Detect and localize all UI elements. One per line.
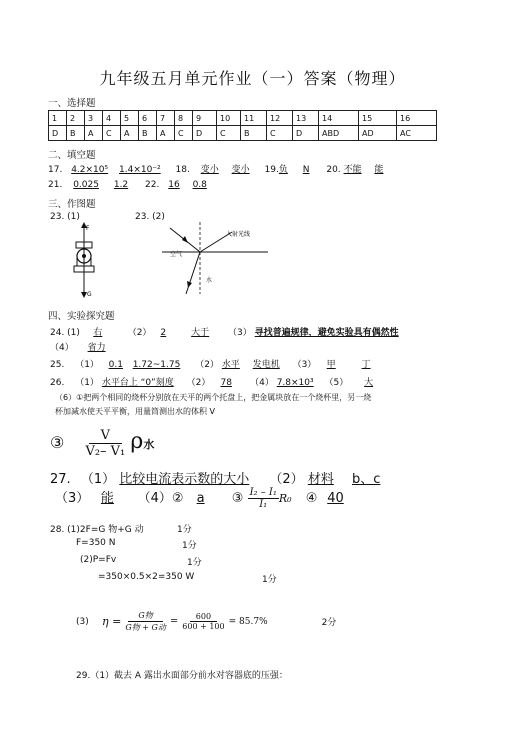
table-cell-answer: ABD [319, 126, 359, 141]
section-fill-heading: 二、填空题 [48, 150, 96, 161]
q29-line: 29.（1）截去 A 露出水面部分前水对容器底的压强： [76, 671, 288, 681]
q27-line-2 [55, 487, 350, 510]
q26-6-line-2: 杯加减水使天平平衡，用量筒测出水的体积 V [55, 407, 216, 416]
q18-label: 18. [175, 165, 190, 175]
table-cell-number: 9 [193, 111, 217, 126]
q24-answer-3: 寻找普遍规律，避免实验具有偶然性 [254, 328, 399, 338]
q24-answer-1: 右 [93, 328, 103, 338]
table-cell-answer: B [241, 126, 267, 141]
q26-answer-2: 78 [220, 378, 232, 388]
q24-answer-4: 省力 [87, 343, 106, 353]
q28-result: = 85.7% [228, 616, 268, 627]
q28-step-3-score: 1分 [187, 558, 202, 568]
q28-step-3: (2)P=Fv [80, 555, 117, 565]
table-cell-number: 11 [241, 111, 267, 126]
table-cell-answer: C [267, 126, 293, 141]
q26-label: 26. [50, 378, 65, 388]
q26-answer-5: 大 [364, 378, 374, 388]
q20-answer-b: 能 [374, 165, 384, 175]
q23-2-label: 23. (2) [135, 212, 165, 222]
table-row-answers [49, 126, 437, 141]
q28-fraction-2-numerator: 600 [190, 612, 217, 622]
q21-answer-a: 0.025 [73, 180, 99, 190]
q22-answer-a: 16 [168, 180, 180, 190]
q20-answer-a: 不能 [343, 165, 362, 175]
q27-answer-1: 比较电流表示数的大小 [119, 472, 250, 487]
q28-step-1-score: 1分 [177, 525, 192, 535]
q25-answer-3a: 甲 [326, 360, 336, 370]
q26-answer-1: 水平台上 “0”刻度 [101, 378, 174, 388]
q26-circle-3: ③ [50, 433, 65, 452]
fill-line-21-22 [48, 180, 207, 190]
q25-answer-2a: 水平 [221, 360, 240, 370]
q28-equals: = [169, 616, 179, 627]
q28-step-2-score: 1分 [182, 541, 197, 551]
q26-1-label: （1） [75, 378, 99, 388]
q26-6-line-1: （6）①把两个相同的烧杯分别放在天平的两个托盘上，把金属块放在一个烧杯里，另一烧 [55, 393, 372, 402]
q22-answer-b: 0.8 [192, 180, 207, 190]
q24-line-2 [50, 340, 117, 353]
q17-answer-b: 1.4×10⁻² [119, 165, 161, 175]
q28-step-4-score: 1分 [262, 575, 277, 585]
q25-line [50, 357, 378, 370]
q26-2-label: （2） [186, 378, 211, 388]
table-cell-number: 5 [121, 111, 139, 126]
table-cell-number: 16 [397, 111, 437, 126]
table-cell-number: 15 [359, 111, 397, 126]
section-choice-heading: 一、选择题 [48, 98, 96, 109]
section-drawing-heading: 三、作图题 [48, 199, 96, 210]
q25-answer-3b: 丁 [361, 360, 371, 370]
table-cell-number: 14 [319, 111, 359, 126]
table-cell-answer: AC [397, 126, 437, 141]
q27-r0: R₀ [278, 492, 292, 505]
q27-circle-4: ④ [305, 491, 318, 506]
force-f-label: F [86, 225, 90, 232]
q24-answer-2a: 2 [160, 328, 167, 338]
q26-fraction [85, 428, 125, 459]
table-cell-answer: D [49, 126, 67, 141]
table-cell-number: 13 [293, 111, 319, 126]
page-title: 九年级五月单元作业（一）答案（物理） [99, 69, 406, 88]
q28-3-label: (3) [76, 616, 89, 627]
table-cell-number: 6 [139, 111, 157, 126]
q27-label: 27. [50, 472, 71, 487]
q24-answer-2b: 大于 [191, 328, 210, 338]
q23-1-label: 23. (1) [50, 212, 80, 222]
q27-answer-2a: 材料 [307, 472, 334, 487]
table-cell-answer: AD [359, 126, 397, 141]
air-label: 空气 [170, 251, 183, 258]
q20-label: 20. [326, 165, 341, 175]
table-cell-answer: C [175, 126, 193, 141]
q19-answer-a: 负 [278, 165, 288, 175]
q26-4-label: （4） [250, 378, 274, 388]
q26-rho: ρ [130, 429, 144, 454]
q28-fraction-1 [125, 610, 166, 633]
table-cell-answer: C [217, 126, 241, 141]
q27-line-1 [50, 468, 380, 487]
q28-eta: η = [102, 615, 122, 628]
q27-2-label: （2） [269, 472, 304, 487]
incident-ray-label: 入射光线 [226, 231, 251, 238]
q27-fraction-numerator: I₂ – I₁ [249, 487, 277, 498]
table-cell-answer: B [67, 126, 85, 141]
section-experiment-heading: 四、实验探究题 [48, 311, 115, 322]
q26-fraction-denominator: V₂– V₁ [85, 444, 126, 459]
q24-3-label: （3） [228, 328, 252, 338]
q25-3-label: （3） [292, 360, 317, 370]
q17-label: 17. [48, 165, 63, 175]
q27-circle-3: ③ [231, 491, 244, 506]
q26-answer-4: 7.8×10³ [276, 378, 314, 388]
q17-answer-a: 4.2×10⁵ [71, 165, 109, 175]
q25-answer-2b: 发电机 [252, 360, 280, 370]
q28-step-2: F=350 N [76, 538, 116, 548]
q27-3-label: （3） [55, 491, 90, 506]
q27-fraction-denominator: I₁ [259, 499, 268, 510]
water-label: 水 [206, 277, 213, 284]
table-cell-answer: C [103, 126, 121, 141]
q26-rho-sub: 水 [143, 438, 155, 451]
table-cell-answer: A [85, 126, 103, 141]
choice-answer-table [48, 110, 437, 141]
q27-answer-2b: b、c [351, 472, 381, 487]
q25-label: 25. [50, 360, 65, 370]
q19-answer-b: N [302, 165, 310, 175]
q24-2-label: （2） [127, 328, 152, 338]
table-cell-number: 1 [49, 111, 67, 126]
table-cell-number: 7 [157, 111, 175, 126]
refraction-diagram [160, 222, 270, 302]
q26-5-label: （5） [324, 378, 349, 388]
q27-answer-3: 能 [100, 491, 114, 506]
q24-4-label: （4） [50, 343, 74, 353]
q26-fraction-numerator: V [89, 428, 122, 444]
q18-answer-a: 变小 [200, 165, 219, 175]
q27-answer-4b: 40 [327, 491, 344, 506]
q22-label: 22. [145, 180, 160, 190]
pulley-force-diagram [60, 220, 110, 300]
q25-answer-1b: 1.72~1.75 [132, 360, 181, 370]
q28-fraction-1-denominator: G物 + G动 [125, 623, 166, 632]
q28-fraction-2-denominator: 600 + 100 [182, 622, 225, 631]
table-cell-answer: A [121, 126, 139, 141]
table-cell-number: 12 [267, 111, 293, 126]
q21-answer-b: 1.2 [113, 180, 129, 190]
table-cell-answer: D [193, 126, 217, 141]
table-cell-number: 8 [175, 111, 193, 126]
table-cell-number: 3 [85, 111, 103, 126]
q28-step-1: 28. (1)2F=G 物+G 动 [50, 525, 144, 535]
q25-1-label: （1） [75, 360, 99, 370]
table-cell-number: 2 [67, 111, 85, 126]
q18-answer-b: 变小 [231, 165, 250, 175]
q27-4-label: （4）② [137, 491, 184, 506]
q27-1-label: （1） [80, 472, 116, 487]
q28-5-score: 2分 [321, 618, 337, 628]
q25-answer-1a: 0.1 [108, 360, 123, 370]
q21-label: 21. [48, 180, 63, 190]
q19-label: 19. [264, 165, 279, 175]
force-g-label: G [87, 291, 92, 298]
q27-fraction [248, 487, 279, 510]
q28-fraction-2 [182, 612, 224, 631]
table-cell-answer: B [139, 126, 157, 141]
q28-step-4: =350×0.5×2=350 W [98, 572, 195, 582]
table-cell-answer: A [157, 126, 175, 141]
q24-label: 24. (1) [50, 328, 80, 338]
q25-2-label: （2） [195, 360, 219, 370]
table-cell-answer: D [293, 126, 319, 141]
q28-efficiency-line [76, 610, 336, 633]
q28-fraction-1-numerator: G物 [128, 610, 162, 622]
q26-line [50, 375, 373, 388]
fill-line-17-20 [48, 162, 383, 175]
q26-formula [50, 428, 154, 459]
table-cell-number: 10 [217, 111, 241, 126]
table-cell-number: 4 [103, 111, 121, 126]
table-row-numbers [49, 111, 437, 126]
q24-line-1 [50, 325, 399, 338]
q27-answer-4a: a [196, 491, 205, 506]
